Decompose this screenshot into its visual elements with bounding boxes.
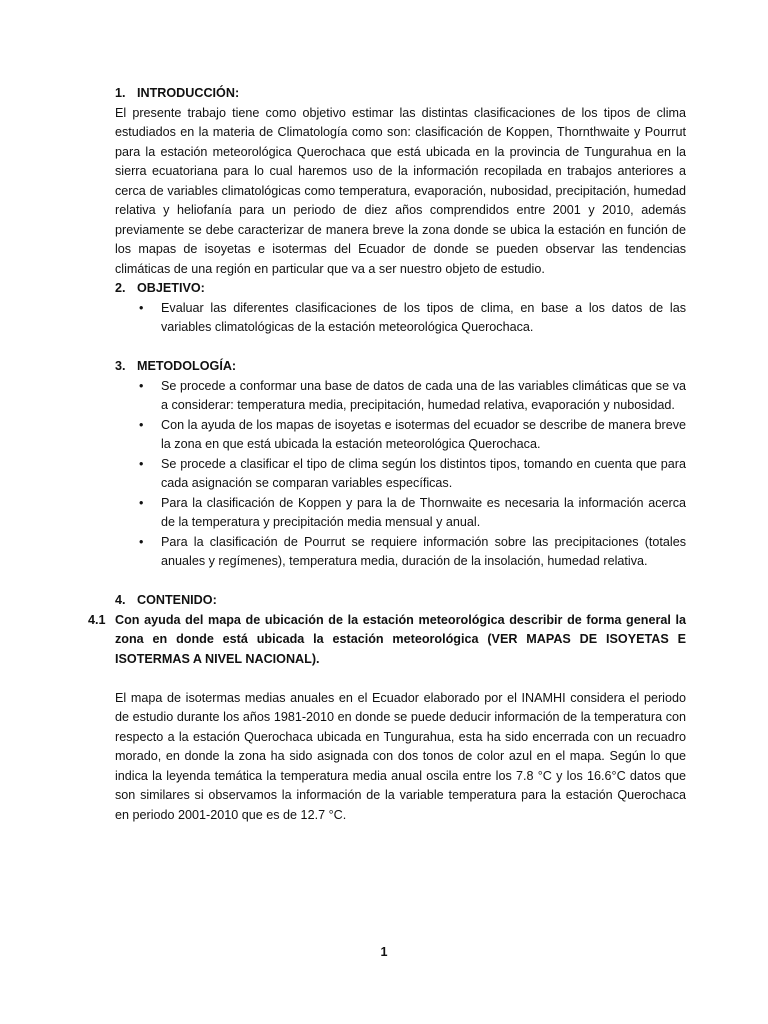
objective-number: 2. — [115, 281, 126, 295]
methodology-bullet: • Se procede a clasificar el tipo de clima según los distintos tipos, tomando en cuenta que para cada asignación se comparan variables específicas. — [115, 455, 686, 494]
methodology-title: METODOLOGÍA: — [137, 359, 237, 373]
methodology-bullet: • Se procede a conformar una base de datos de cada una de las variables climáticas que se va a considerar: temperatura media, precipitación, humedad relativa, evaporación y nubosidad. — [115, 377, 686, 416]
intro-heading — [115, 84, 686, 104]
methodology-number: 3. — [115, 359, 126, 373]
methodology-list — [115, 377, 686, 572]
intro-title: INTRODUCCIÓN: — [137, 86, 240, 100]
objective-list — [115, 299, 686, 338]
spacer — [115, 572, 686, 592]
subsection-number: 4.1 — [88, 612, 106, 627]
objective-heading — [115, 279, 686, 299]
methodology-bullet: • Para la clasificación de Pourrut se requiere información sobre las precipitaciones (totales anuales y regímenes), temperatura media, duración de la insolación, humedad relativa. — [115, 533, 686, 572]
content-title: CONTENIDO: — [137, 593, 217, 607]
intro-number: 1. — [115, 86, 126, 100]
objective-title: OBJETIVO: — [137, 281, 205, 295]
objective-bullet: • Evaluar las diferentes clasificaciones de los tipos de clima, en base a los datos de las variables climatológicas de la estación meteorológica Querochaca. — [115, 299, 686, 338]
methodology-bullet: • Con la ayuda de los mapas de isoyetas e isotermas del ecuador se describe de manera breve la zona en que está ubicada la estación meteorológica Querochaca. — [115, 416, 686, 455]
content-number: 4. — [115, 593, 126, 607]
methodology-heading — [115, 357, 686, 377]
content-paragraph: El mapa de isotermas medias anuales en el Ecuador elaborado por el INAMHI considera el periodo de estudio durante los años 1981-2010 en donde se puede deducir información de la temperatura con respecto a la estación Querochaca ubicada en Tungurahua, esta ha sido encerrada con un recuadro morado, en donde la zona ha sido asignada con dos tonos de color azul en el mapa. Según lo que indica la leyenda temática la temperatura media anual oscila entre los 7.8 °C y los 16.6°C datos que son similares si observamos la información de la variable temperatura para la estación Querochaca en periodo 2001-2010 que es de 12.7 °C. — [115, 690, 686, 822]
intro-paragraph: El presente trabajo tiene como objetivo estimar las distintas clasificaciones de los tipos de clima estudiados en la materia de Climatología como son: clasificación de Koppen, Thornthwaite y Pourrut para la estación meteorológica Querochaca que está ubicada en la provincia de Tungurahua en la sierra ecuatoriana para lo cual haremos uso de la información recopilada en trabajos anteriores a cerca de variables climatológicas como temperatura, evaporación, nubosidad, precipitación, humedad relativa y heliofanía para un periodo de diez años comprendidos entre 2001 y 2010, además previamente se debe caracterizar de manera breve la zona donde se ubica la estación en función de los mapas de isoyetas e isotermas del Ecuador de donde se pueden observar las tendencias climáticas de una región en particular que va a ser nuestro objeto de estudio. — [115, 105, 686, 276]
content-heading — [115, 591, 686, 611]
subsection-heading — [88, 611, 686, 670]
page-number: 1 — [380, 945, 388, 959]
document-body — [88, 84, 686, 825]
spacer — [115, 338, 686, 358]
methodology-bullet: • Para la clasificación de Koppen y para la de Thornwaite es necesaria la información acerca de la temperatura y precipitación media mensual y anual. — [115, 494, 686, 533]
spacer — [115, 669, 686, 689]
subsection-title: Con ayuda del mapa de ubicación de la estación meteorológica describir de forma general la zona en donde está ubicada la estación meteorológica (VER MAPAS DE ISOYETAS E ISOTERMAS A NIVEL NACIONAL). — [115, 612, 686, 666]
